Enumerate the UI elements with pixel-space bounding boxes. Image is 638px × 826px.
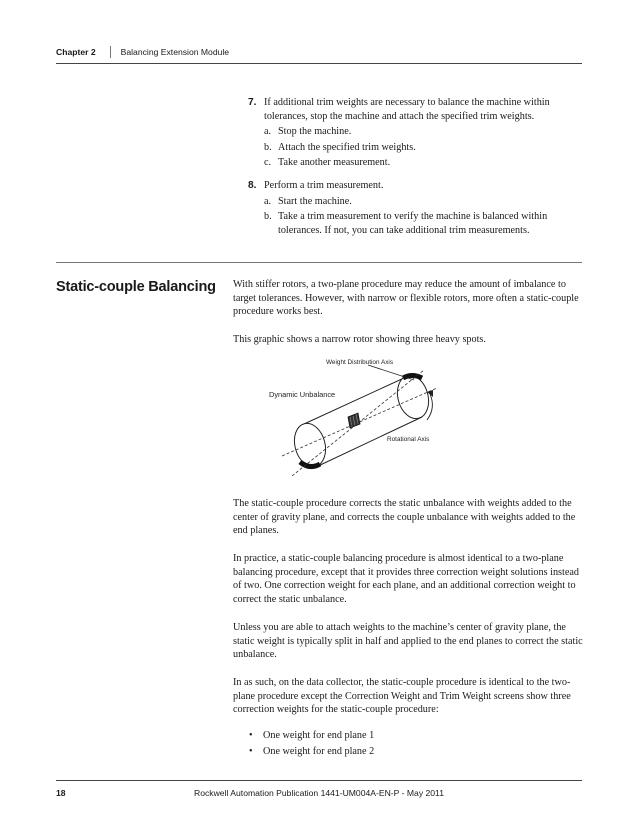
rotor-illustration xyxy=(262,356,442,476)
substep xyxy=(264,125,584,139)
intro-text: With stiffer rotors, a two-plane procedure may reduce the amount of imbalance to target tolerances. However, with narrow or flexible rotors, more often a static-couple procedure works best. xyxy=(233,279,579,318)
header-rule xyxy=(56,63,582,64)
step-8 xyxy=(248,179,584,237)
chapter-title: Balancing Extension Module xyxy=(120,47,230,57)
step-text: Perform a trim measurement. xyxy=(264,179,384,191)
list-item xyxy=(249,729,549,743)
intro-paragraph xyxy=(233,278,585,319)
paragraph-4 xyxy=(233,676,585,717)
substep xyxy=(264,141,584,155)
substep xyxy=(264,156,584,170)
paragraph-2 xyxy=(233,552,585,606)
procedure-steps xyxy=(248,96,584,246)
bullet-icon: • xyxy=(249,745,253,757)
bullet-icon: • xyxy=(249,730,253,741)
substep-letter: a. xyxy=(264,126,272,138)
step-7 xyxy=(248,96,584,170)
paragraph-4-text: In as such, on the data collector, the static-couple procedure is identical to the two-plane procedure except the Correction Weight and Trim Weight screens show three correction weights for the static-couple procedure: xyxy=(233,677,571,716)
step-text: If additional trim weights are necessary to balance the machine within tolerances, stop the machine and attach the specified trim weights. xyxy=(264,97,550,122)
page-number: 18 xyxy=(56,788,66,798)
substep-letter: b. xyxy=(264,141,272,153)
substep-text: Attach the specified trim weights. xyxy=(278,141,416,153)
rotor-diagram xyxy=(262,356,442,476)
running-header xyxy=(56,46,229,58)
dynamic-unbalance-label: Dynamic Unbalance xyxy=(269,390,336,399)
section-title: Static-couple Balancing xyxy=(56,279,216,295)
paragraph-3 xyxy=(233,621,585,662)
weight-axis-label: Weight Distribution Axis xyxy=(326,359,394,366)
step-number: 8. xyxy=(248,179,257,191)
substep-letter: b. xyxy=(264,211,272,223)
header-divider xyxy=(110,46,111,58)
chapter-label: Chapter 2 xyxy=(56,47,96,57)
bullet-list xyxy=(249,729,549,760)
graphic-caption-text: This graphic shows a narrow rotor showing three heavy spots. xyxy=(233,334,486,345)
substep-text: Stop the machine. xyxy=(278,126,352,138)
left-end-plane xyxy=(290,420,330,470)
substep-letter: c. xyxy=(264,157,272,169)
paragraph-2-text: In practice, a static-couple balancing procedure is almost identical to a two-plane balancing procedure, except that it provides three correction weight solutions instead of two. One correction weight for each plane, and an additional correction weight to correct the static unbalance. xyxy=(233,553,579,605)
list-item xyxy=(249,745,549,759)
publication-id: Rockwell Automation Publication 1441-UM004A-EN-P - May 2011 xyxy=(194,788,444,798)
rotational-axis-label: Rotational Axis xyxy=(387,436,430,443)
substep xyxy=(264,195,584,209)
step-number: 7. xyxy=(248,97,257,108)
paragraph-1 xyxy=(233,497,585,538)
section-rule xyxy=(56,262,582,263)
graphic-caption xyxy=(233,333,585,347)
list-item-text: One weight for end plane 1 xyxy=(263,730,375,741)
substep-letter: a. xyxy=(264,195,272,207)
substep-text: Take a trim measurement to verify the machine is balanced within tolerances. If not, you can take additional trim measurements. xyxy=(278,211,548,236)
substep xyxy=(264,210,584,237)
list-item-text: One weight for end plane 2 xyxy=(263,745,375,757)
paragraph-3-text: Unless you are able to attach weights to the machine’s center of gravity plane, the static weight is typically split in half and applied to the end planes to correct the static unbalance. xyxy=(233,622,583,661)
paragraph-1-text: The static-couple procedure corrects the static unbalance with weights added to the center of gravity plane, and corrects the couple unbalance with weights added to the end planes. xyxy=(233,498,576,537)
footer-rule xyxy=(56,780,582,781)
substep-text: Start the machine. xyxy=(278,195,352,207)
substep-text: Take another measurement. xyxy=(278,157,391,169)
